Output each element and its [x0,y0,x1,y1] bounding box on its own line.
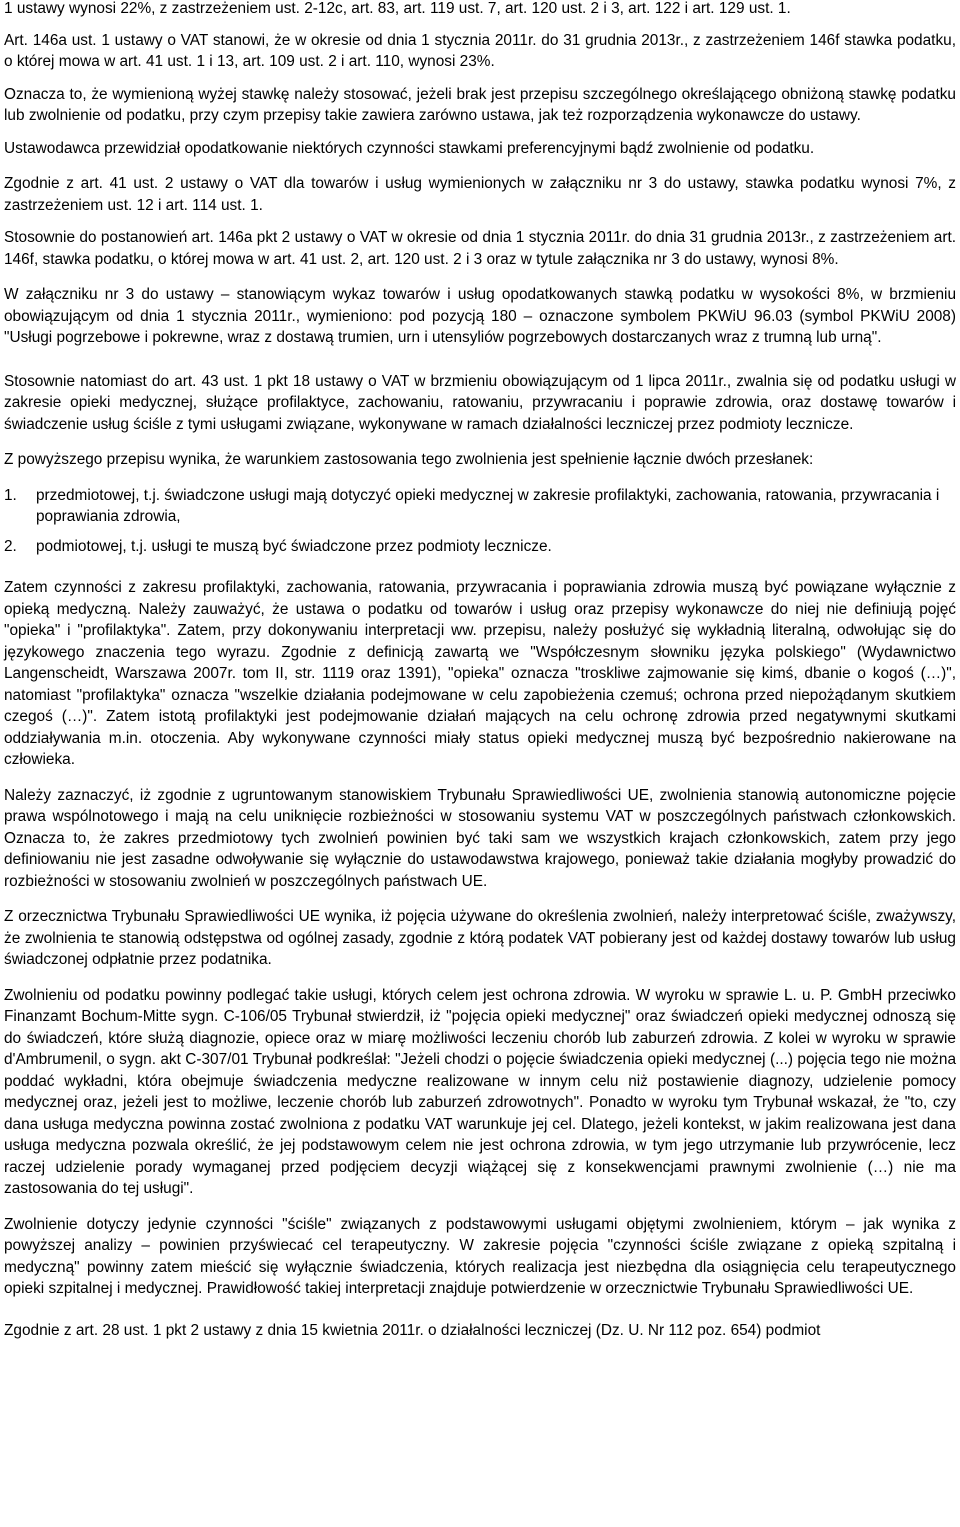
paragraph: Należy zaznaczyć, iż zgodnie z ugruntowanym stanowiskiem Trybunału Sprawiedliwości UE, zwolnienia stanowią autonomiczne pojęcie prawa wspólnotowego i mają na celu uniknięcie rozbieżności w stosowaniu systemu VAT w poszczególnych państwach członkowskich. Oznacza to, że zakres przedmiotowy tych zwolnień powinien być taki sam we wszystkich krajach członkowskich, zatem przy jego definiowaniu nie jest zasadne odwoływanie się wyłącznie do ustawodawstwa krajowego, ponieważ takie działania mogłyby prowadzić do rozbieżności w stosowaniu zwolnień w poszczególnych państwach UE. [4,786,956,890]
paragraph: W załączniku nr 3 do ustawy – stanowiącym wykaz towarów i usług opodatkowanych stawką podatku w wysokości 8%, w brzmieniu obowiązującym od dnia 1 stycznia 2011r., wymieniono: pod pozycją 180 – oznaczone symbolem PKWiU 96.03 (symbol PKWiU 2008) "Usługi pogrzebowe i pokrewne, wraz z dostawą trumien, urn i utensyliów pogrzebowych dostarczanych wraz z trumną lub urną". [4,286,956,346]
list-item-text: podmiotowej, t.j. usługi te muszą być świadczone przez podmioty lecznicze. [36,537,552,555]
list-item [4,485,956,528]
paragraph: Zwolnieniu od podatku powinny podlegać takie usługi, których celem jest ochrona zdrowia. W wyroku w sprawie L. u. P. GmbH przeciwko Finanzamt Bochum-Mitte sygn. C-106/05 Trybunał stwierdził, iż "pojęcia opieki medycznej" oraz świadczeń opieki medycznej odnoszą się do świadczeń, które służą diagnozie, opiece oraz w miarę możliwości leczeniu chorób lub zaburzeń zdrowia. Z kolei w wyroku w sprawie d'Ambrumenil, o sygn. akt C-307/01 Trybunał podkreślał: "Jeżeli chodzi o pojęcie świadczenia opieki medycznej (...) pojęcia tego nie można poddać wykładni, która obejmuje świadczenia medyczne realizowane w innym celu niż postawienie diagnozy, udzielenie pomocy medycznej oraz, jeżeli jest to możliwe, leczenie chorób lub zaburzeń zdrowotnych". Ponadto w wyroku tym Trybunał wskazał, że "to, czy dana usługa medyczna powinna zostać zwolniona z podatku VAT warunkuje jej cel. Dlatego, jeżeli kontekst, w jakim realizowana jest dana usługa medyczna pozwala określić, że jej podstawowym celem nie jest ochrona zdrowia, w tym jego utrzymanie lub przywrócenie, lecz raczej udzielenie porady wymaganej przed podjęciem decyzji wiążącej się z konsekwencjami prawnymi zwolnienie (…) nie ma zastosowania do tej usługi". [4,986,956,1197]
paragraph: Stosownie natomiast do art. 43 ust. 1 pkt 18 ustawy o VAT w brzmieniu obowiązującym od 1 lipca 2011r., zwalnia się od podatku usługi w zakresie opieki medycznej, służące profilaktyce, zachowaniu, ratowaniu, przywracaniu i poprawie zdrowia, oraz dostawę towarów i świadczenie usług ściśle z tymi usługami związane, wykonywane w ramach działalności leczniczej przez podmioty lecznicze. [4,372,956,433]
conditions-list [4,485,956,558]
paragraph: Z powyższego przepisu wynika, że warunkiem zastosowania tego zwolnienia jest spełnienie łącznie dwóch przesłanek: [4,451,814,468]
list-item [4,536,956,558]
list-item-number: 1. [4,486,17,504]
list-item-number: 2. [4,537,17,555]
paragraph: Zgodnie z art. 28 ust. 1 pkt 2 ustawy z dnia 15 kwietnia 2011r. o działalności leczniczej (Dz. U. Nr 112 poz. 654) podmiot [4,1321,821,1339]
paragraph: 1 ustawy wynosi 22%, z zastrzeżeniem ust. 2-12c, art. 83, art. 119 ust. 7, art. 120 ust. 2 i 3, art. 122 i art. 129 ust. 1. [4,0,791,17]
list-item-text: przedmiotowej, t.j. świadczone usługi mają dotyczyć opieki medycznej w zakresie profilaktyki, zachowania, ratowania, przywracania i poprawiania zdrowia, [36,486,940,525]
paragraph: Z orzecznictwa Trybunału Sprawiedliwości UE wynika, iż pojęcia używane do określenia zwolnień, należy interpretować ściśle, zważywszy, że zwolnienia te stanowią odstępstwa od ogólnej zasady, zgodnie z którą podatek VAT pobierany jest od każdej dostawy towarów lub usług świadczonej odpłatnie przez podatnika. [4,908,956,968]
paragraph: Zatem czynności z zakresu profilaktyki, zachowania, ratowania, przywracania i poprawiania zdrowia muszą być powiązane wyłącznie z opieką medyczną. Należy zauważyć, że ustawa o podatku od towarów i usług oraz przepisy wykonawcze do niej nie definiują pojęć "opieka" i "profilaktyka". Zatem, przy dokonywaniu interpretacji ww. przepisu, należy posłużyć się wykładnią literalną, odwołując się do językowego znaczenia tego wyrazu. Zgodnie z definicją zawartą we "Współczesnym słowniku języka polskiego" (Wydawnictwo Langenscheidt, Warszawa 2007r. tom II, str. 1119 oraz 1391), "opieka" oznacza "troskliwe zajmowanie się kimś, dbanie o kogoś (…)", natomiast "profilaktyka" oznacza "wszelkie działania podejmowane w celu zapobieżenia czemuś; ochrona przed niepożądanym skutkiem czegoś (…)". Zatem istotą profilaktyki jest podejmowanie działań mających na celu ochronę zdrowia przed negatywnymi skutkami oddziaływania m.in. otoczenia. Aby wykonywane czynności miały status opieki medycznej muszą być bezpośrednio nakierowane na człowieka. [4,579,956,768]
paragraph: Art. 146a ust. 1 ustawy o VAT stanowi, że w okresie od dnia 1 stycznia 2011r. do 31 grudnia 2013r., z zastrzeżeniem 146f stawka podatku, o której mowa w art. 41 ust. 1 i 13, art. 109 ust. 2 i art. 110, wynosi 23%. [4,31,956,70]
paragraph: Zgodnie z art. 41 ust. 2 ustawy o VAT dla towarów i usług wymienionych w załączniku nr 3 do ustawy, stawka podatku wynosi 7%, z zastrzeżeniem ust. 12 i art. 114 ust. 1. [4,175,956,214]
paragraph: Oznacza to, że wymienioną wyżej stawkę należy stosować, jeżeli brak jest przepisu szczególnego określającego obniżoną stawkę podatku lub zwolnienie od podatku, przy czym przepisy takie zawiera zarówno ustawa, jak też rozporządzenia wykonawcze do ustawy. [4,85,956,124]
paragraph: Zwolnienie dotyczy jedynie czynności "ściśle" związanych z podstawowymi usługami objętymi zwolnieniem, którym – jak wynika z powyższej analizy – powinien przyświecać cel terapeutyczny. W zakresie pojęcia "czynności ściśle związane z opieką szpitalną i medyczną" powinny zatem mieścić się wyłącznie świadczenia, których realizacja jest niezbędna dla osiągnięcia celu terapeutycznego opieki szpitalnej i medycznej. Prawidłowość takiej interpretacji znajduje potwierdzenie w orzecznictwie Trybunału Sprawiedliwości UE. [4,1215,956,1297]
document-page [4,0,956,1352]
paragraph: Ustawodawca przewidział opodatkowanie niektórych czynności stawkami preferencyjnymi bądź zwolnienie od podatku. [4,139,815,157]
paragraph: Stosownie do postanowień art. 146a pkt 2 ustawy o VAT w okresie od dnia 1 stycznia 2011r. do dnia 31 grudnia 2013r., z zastrzeżeniem art. 146f, stawka podatku, o której mowa w art. 41 ust. 2, art. 120 ust. 2 i 3 oraz w tytule załącznika nr 3 do ustawy, wynosi 8%. [4,229,956,268]
